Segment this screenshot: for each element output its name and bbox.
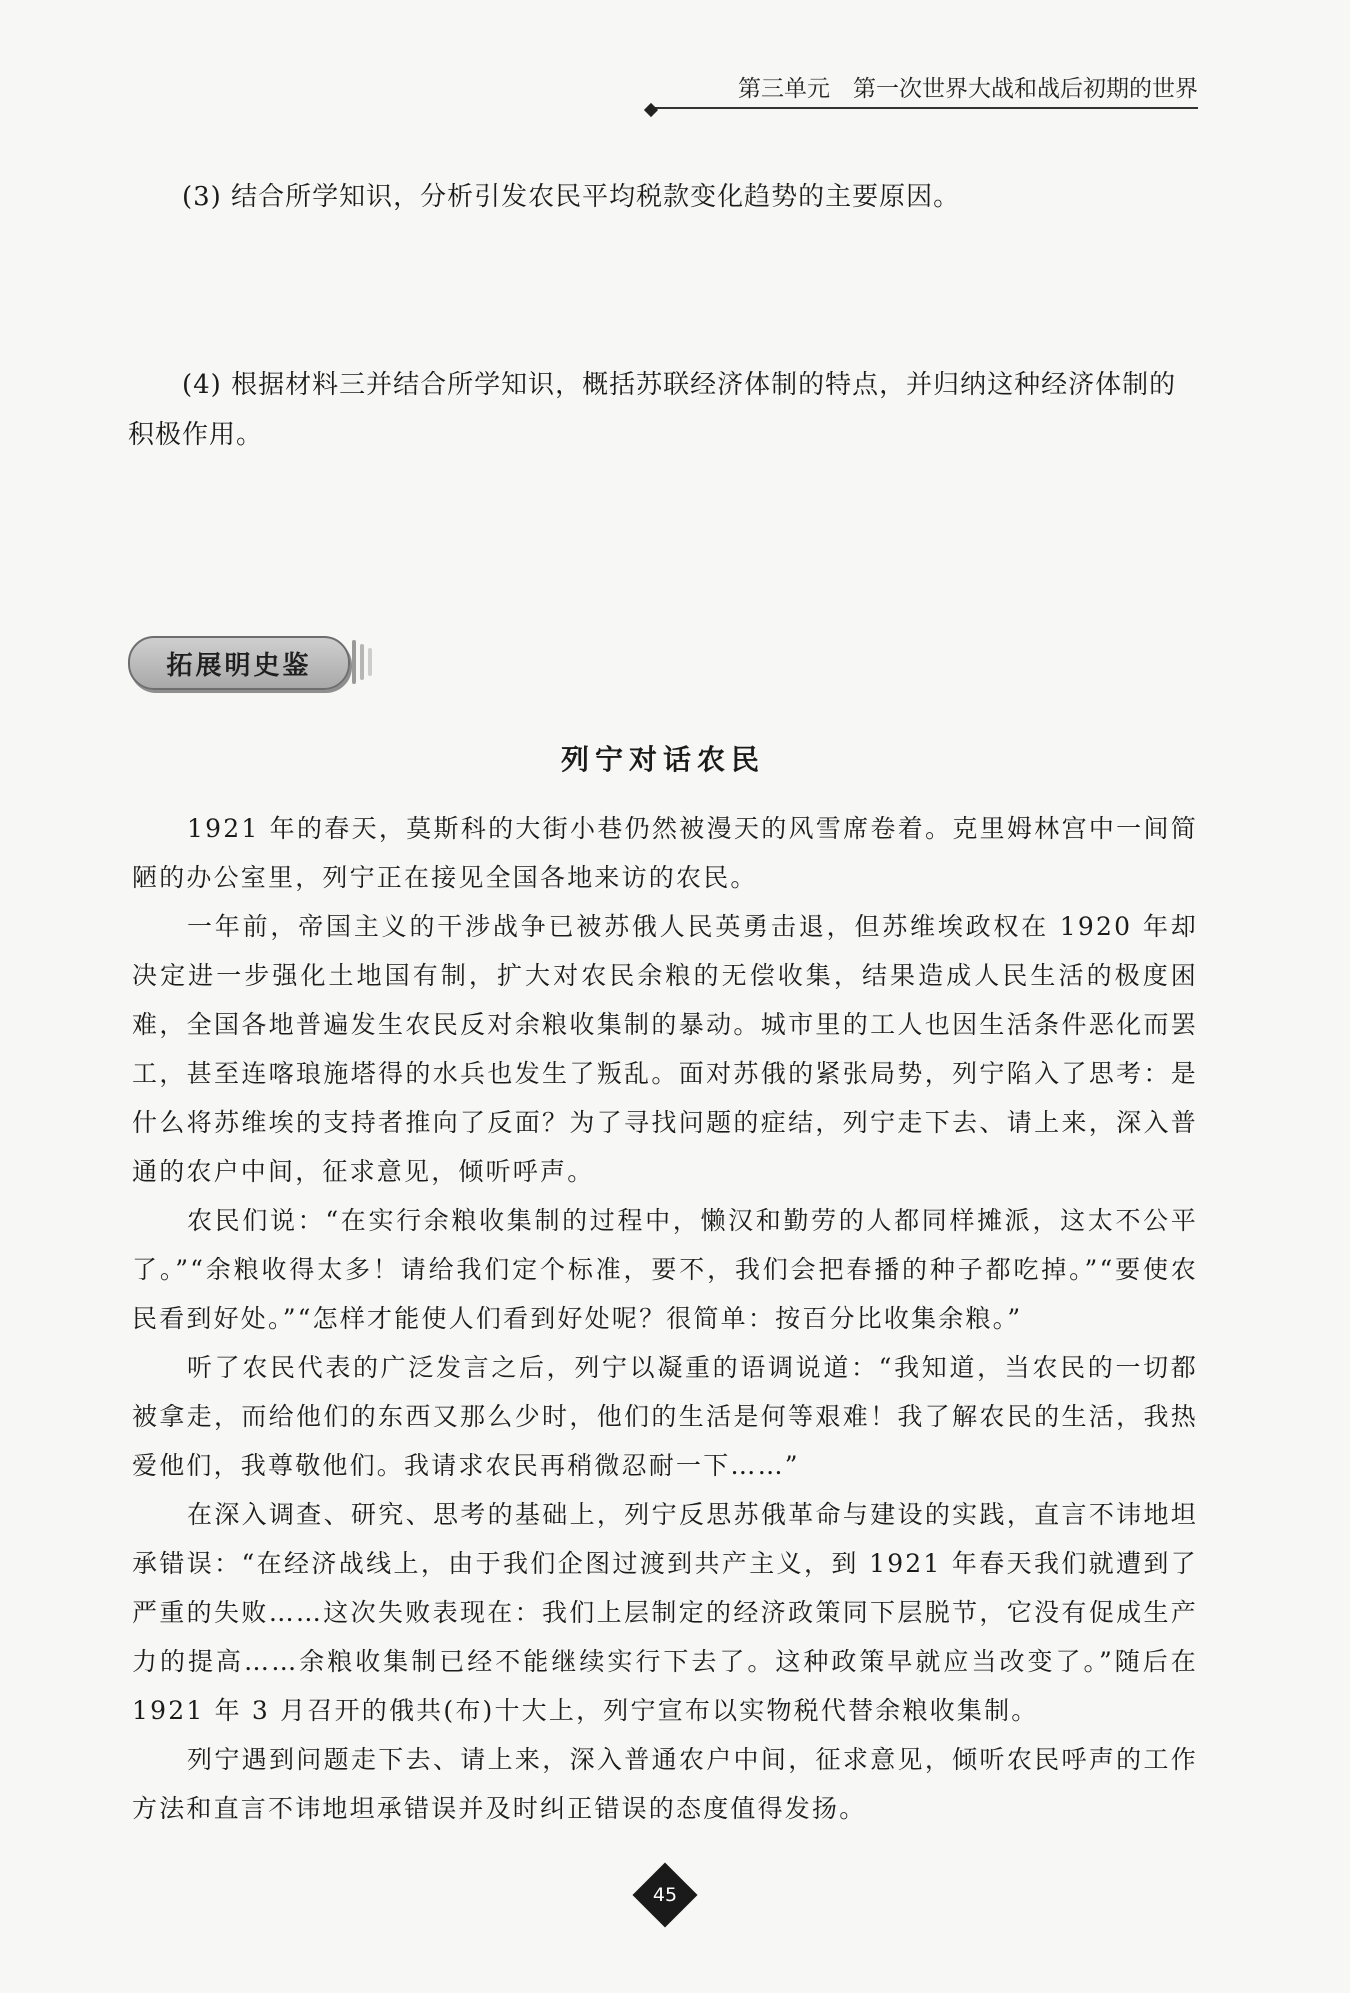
section-badge-label: 拓展明史鉴 — [166, 650, 312, 681]
story-paragraph: 听了农民代表的广泛发言之后，列宁以凝重的语调说道：“我知道，当农民的一切都被拿走，而给他们的东西又那么少时，他们的生活是何等艰难！我了解农民的生活，我热爱他们，我尊敬他们。我请求农民再稍微忍耐一下……” — [132, 1353, 1198, 1480]
story-body — [132, 804, 1198, 1833]
diamond-bullet-icon — [644, 103, 658, 117]
unit-title: 第三单元 第一次世界大战和战后初期的世界 — [738, 76, 1198, 102]
story-paragraph: 在深入调查、研究、思考的基础上，列宁反思苏俄革命与建设的实践，直言不讳地坦承错误：“在经济战线上，由于我们企图过渡到共产主义，到 1921 年春天我们就遭到了严重的失败……这次失败表现在：我们上层制定的经济政策同下层脱节，它没有促成生产力的提高……余粮收集制已经不能继续实行下去了。这种政策早就应当改变了。”随后在 1921 年 3 月召开的俄共(布)十大上，列宁宣布以实物税代替余粮收集制。 — [132, 1500, 1198, 1725]
badge-stripe-decoration — [368, 648, 372, 676]
story-paragraph: 1921 年的春天，莫斯科的大街小巷仍然被漫天的风雪席卷着。克里姆林宫中一间简陋的办公室里，列宁正在接见全国各地来访的农民。 — [132, 814, 1198, 892]
page-number-badge — [632, 1862, 697, 1927]
running-header — [650, 70, 1198, 109]
story-paragraph: 一年前，帝国主义的干涉战争已被苏俄人民英勇击退，但苏维埃政权在 1920 年却决定进一步强化土地国有制，扩大对农民余粮的无偿收集，结果造成人民生活的极度困难，全国各地普遍发生农民反对余粮收集制的暴动。城市里的工人也因生活条件恶化而罢工，甚至连喀琅施塔得的水兵也发生了叛乱。面对苏俄的紧张局势，列宁陷入了思考：是什么将苏维埃的支持者推向了反面？为了寻找问题的症结，列宁走下去、请上来，深入普通的农户中间，征求意见，倾听呼声。 — [132, 912, 1198, 1186]
story-paragraph: 农民们说：“在实行余粮收集制的过程中，懒汉和勤劳的人都同样摊派，这太不公平了。”“余粮收得太多！请给我们定个标准，要不，我们会把春播的种子都吃掉。”“要使农民看到好处。”“怎样才能使人们看到好处呢？很简单：按百分比收集余粮。” — [132, 1206, 1198, 1333]
badge-stripe-decoration — [352, 640, 356, 684]
question-3: (3) 结合所学知识，分析引发农民平均税款变化趋势的主要原因。 — [182, 182, 961, 212]
badge-stripe-decoration — [360, 644, 364, 680]
page-number: 45 — [652, 1884, 678, 1906]
header-rule — [650, 107, 1198, 109]
story-title: 列宁对话农民 — [560, 743, 765, 776]
question-4: (4) 根据材料三并结合所学知识，概括苏联经济体制的特点，并归纳这种经济体制的积极作用。 — [128, 370, 1177, 450]
section-badge — [128, 636, 350, 690]
story-paragraph: 列宁遇到问题走下去、请上来，深入普通农户中间，征求意见，倾听农民呼声的工作方法和直言不讳地坦承错误并及时纠正错误的态度值得发扬。 — [132, 1745, 1198, 1823]
